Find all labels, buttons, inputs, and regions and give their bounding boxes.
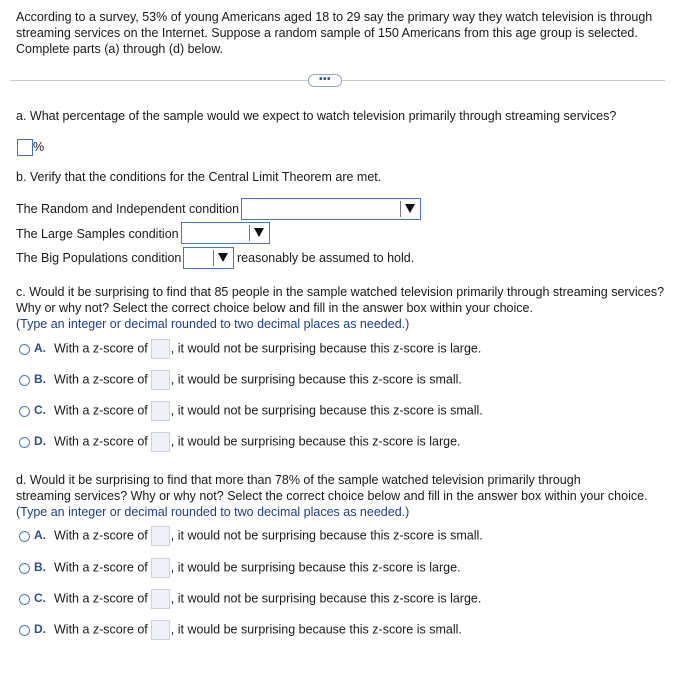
part-d-choice-d[interactable]: D. With a z-score of , it would be surprising because this z-score is small. (19, 620, 462, 640)
part-c-line-2: Why or why not? Select the correct choice below and fill in the answer box within your choice. (16, 301, 533, 315)
big-populations-suffix: reasonably be assumed to hold. (237, 251, 415, 265)
intro-line-1: According to a survey, 53% of young Americans aged 18 to 29 say the primary way they watch television is through (16, 10, 653, 24)
part-c-question (16, 284, 664, 332)
z-score-input[interactable] (151, 620, 170, 640)
dropdown-arrow-icon (254, 228, 264, 237)
random-condition-label: The Random and Independent condition (16, 202, 240, 216)
big-populations-label: The Big Populations condition (16, 251, 182, 265)
big-populations-dropdown[interactable] (183, 247, 234, 269)
large-samples-dropdown[interactable] (181, 222, 270, 244)
radio-button[interactable] (19, 437, 30, 448)
dropdown-arrow-icon (405, 204, 415, 213)
z-score-input[interactable] (151, 589, 170, 609)
large-samples-label: The Large Samples condition (16, 227, 179, 241)
radio-button[interactable] (19, 625, 30, 636)
part-d-question (16, 472, 648, 520)
part-d-line-2: streaming services? Why or why not? Select the correct choice below and fill in the answer box within your choice. (16, 489, 648, 503)
z-score-input[interactable] (151, 432, 170, 452)
expand-more-button[interactable]: ••• (308, 74, 342, 87)
z-score-input[interactable] (151, 401, 170, 421)
z-score-input[interactable] (151, 526, 170, 546)
radio-button[interactable] (19, 563, 30, 574)
dropdown-separator (213, 250, 214, 266)
part-c-choice-c[interactable]: C. With a z-score of , it would not be surprising because this z-score is small. (19, 401, 483, 421)
part-c-choice-a[interactable]: A. With a z-score of , it would not be surprising because this z-score is large. (19, 339, 481, 359)
part-a-answer-row (17, 138, 44, 156)
part-d-choice-b[interactable]: B. With a z-score of , it would be surprising because this z-score is large. (19, 558, 461, 578)
radio-button[interactable] (19, 531, 30, 542)
percentage-input[interactable] (17, 139, 33, 156)
part-d-line-1: d. Would it be surprising to find that more than 78% of the sample watched television primarily through (16, 473, 581, 487)
radio-button[interactable] (19, 375, 30, 386)
part-c-choice-d[interactable]: D. With a z-score of , it would be surprising because this z-score is large. (19, 432, 461, 452)
random-condition-dropdown[interactable] (241, 198, 421, 220)
part-c-line-1: c. Would it be surprising to find that 85 people in the sample watched television primarily through streaming services? (16, 285, 665, 299)
part-c-choice-b[interactable]: B. With a z-score of , it would be surprising because this z-score is small. (19, 370, 462, 390)
radio-button[interactable] (19, 344, 30, 355)
radio-button[interactable] (19, 594, 30, 605)
part-b-question: b. Verify that the conditions for the Central Limit Theorem are met. (16, 170, 382, 184)
z-score-input[interactable] (151, 339, 170, 359)
radio-button[interactable] (19, 406, 30, 417)
problem-intro (16, 9, 661, 57)
z-score-input[interactable] (151, 370, 170, 390)
dropdown-separator (400, 201, 401, 217)
dropdown-arrow-icon (218, 253, 228, 262)
part-d-choice-a[interactable]: A. With a z-score of , it would not be surprising because this z-score is small. (19, 526, 483, 546)
part-a-question: a. What percentage of the sample would we expect to watch television primarily through streaming services? (16, 109, 617, 123)
percent-unit: % (33, 140, 45, 154)
part-d-choice-c[interactable]: C. With a z-score of , it would not be surprising because this z-score is large. (19, 589, 481, 609)
part-c-instruction: (Type an integer or decimal rounded to two decimal places as needed.) (16, 317, 410, 331)
part-d-instruction: (Type an integer or decimal rounded to two decimal places as needed.) (16, 505, 410, 519)
intro-line-3: Complete parts (a) through (d) below. (16, 42, 224, 56)
dropdown-separator (249, 225, 250, 241)
z-score-input[interactable] (151, 558, 170, 578)
intro-line-2: streaming services on the Internet. Suppose a random sample of 150 Americans from this age group is selected. (16, 26, 638, 40)
